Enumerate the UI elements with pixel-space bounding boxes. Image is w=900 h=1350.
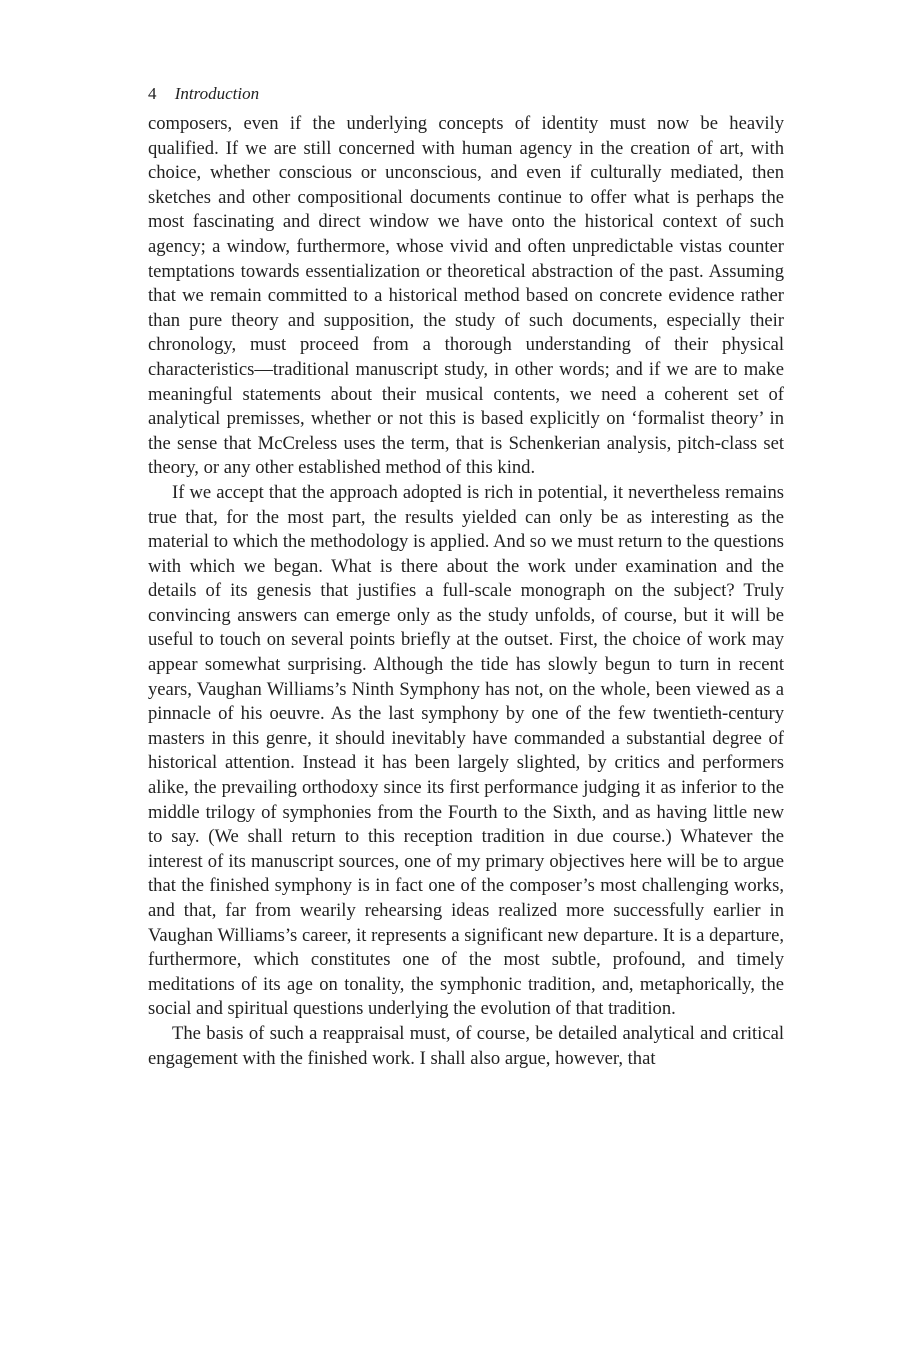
- running-head: [148, 82, 784, 106]
- book-page: [148, 82, 784, 1071]
- page-number: 4: [148, 84, 157, 103]
- chapter-title: Introduction: [174, 84, 260, 103]
- paragraph-2: If we accept that the approach adopted is rich in potential, it nevertheless remains true that, for the most part, the results yielded can only be as interesting as the material to which the methodology is applied. And so we must return to the questions with which we began. What is there about the work under examination and the details of its genesis that justifies a full-scale monograph on the subject? Truly convincing answers can emerge only as the study unfolds, of course, but it will be useful to touch on several points briefly at the outset. First, the choice of work may appear somewhat surprising. Although the tide has slowly begun to turn in recent years, Vaughan Williams’s Ninth Symphony has not, on the whole, been viewed as a pinnacle of his oeuvre. As the last symphony by one of the few twentieth-century masters in this genre, it should inevitably have commanded a substantial degree of historical attention. Instead it has been largely slighted, by critics and performers alike, the prevailing orthodoxy since its first performance judging it as inferior to the middle trilogy of symphonies from the Fourth to the Sixth, and as having little new to say. (We shall return to this reception tradition in due course.) Whatever the interest of its manuscript sources, one of my primary objectives here will be to argue that the finished symphony is in fact one of the composer’s most challenging works, and that, far from wearily rehearsing ideas realized more successfully earlier in Vaughan Williams’s career, it represents a significant new departure. It is a departure, furthermore, which constitutes one of the most subtle, profound, and timely meditations of its age on tonality, the symphonic tradition, and, metaphorically, the social and spiritual questions underlying the evolution of that tradition.: [148, 481, 784, 1020]
- paragraph-1: composers, even if the underlying concepts of identity must now be heavily qualified. If we are still concerned with human agency in the creation of art, with choice, whether conscious or unconscious, and even if culturally mediated, then sketches and other compositional documents continue to offer what is perhaps the most fascinating and direct window we have onto the historical context of such agency; a window, furthermore, whose vivid and often unpredictable vistas counter temptations towards essentialization or theoretical abstraction of the past. Assuming that we remain committed to a historical method based on concrete evidence rather than pure theory and supposition, the study of such documents, especially their chronology, must proceed from a thorough understanding of their physical characteristics—traditional manuscript study, in other words; and if we are to make meaningful statements about their musical contents, we need a coherent set of analytical premisses, whether or not this is based explicitly on ‘formalist theory’ in the sense that McCreless uses the term, that is Schenkerian analysis, pitch-class set theory, or any other established method of this kind.: [148, 113, 784, 479]
- paragraph-3: The basis of such a reappraisal must, of course, be detailed analytical and critical engagement with the finished work. I shall also argue, however, that: [148, 1022, 784, 1069]
